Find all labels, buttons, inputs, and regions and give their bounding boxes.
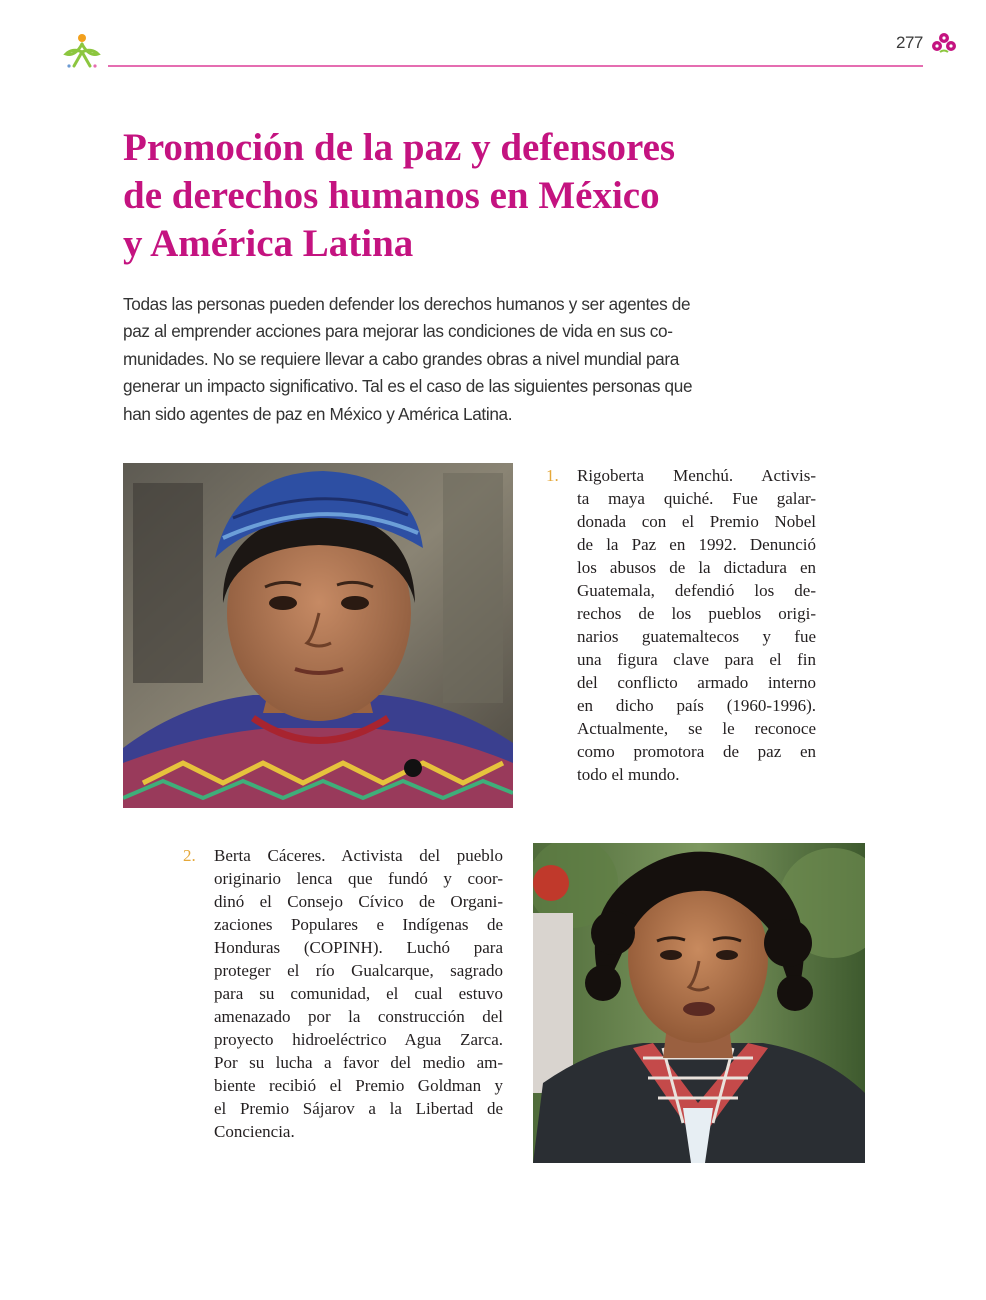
bio-line: ta maya quiché. Fue galar- — [577, 489, 816, 508]
bio-line: todo el mundo. — [577, 765, 680, 784]
bio-line: Berta Cáceres. Activista del pueblo — [214, 846, 503, 865]
person-entry-1 — [546, 464, 816, 786]
bio-line: una figura clave para el fin — [577, 650, 816, 669]
bio-line: de la Paz en 1992. Denunció — [577, 535, 816, 554]
bio-line: donada con el Premio Nobel — [577, 512, 816, 531]
bio-line: narios guatemaltecos y fue — [577, 627, 816, 646]
title-line: y América Latina — [123, 222, 414, 265]
bio-line: zaciones Populares e Indígenas de — [214, 915, 503, 934]
intro-line: munidades. No se requiere llevar a cabo grandes obras a nivel mundial para — [123, 348, 679, 369]
person-entry-2 — [183, 844, 503, 1143]
bio-line: Rigoberta Menchú. Activis- — [577, 466, 816, 485]
list-number: 1. — [546, 466, 559, 485]
bio-line: proyecto hidroeléctrico Agua Zarca. — [214, 1030, 503, 1049]
bio-line: proteger el río Gualcarque, sagrado — [214, 961, 503, 980]
intro-paragraph — [123, 291, 743, 428]
bio-line: Honduras (COPINH). Luchó para — [214, 938, 503, 957]
bio-line: originario lenca que fundó y coor- — [214, 869, 503, 888]
intro-line: generar un impacto significativo. Tal es el caso de las siguientes personas que — [123, 376, 693, 397]
page-number: 277 — [896, 33, 923, 52]
bio-line: rechos de los pueblos origi- — [577, 604, 816, 623]
bio-line: los abusos de la dictadura en — [577, 558, 816, 577]
title-line: de derechos humanos en México — [123, 174, 660, 217]
bio-line: como promotora de paz en — [577, 742, 816, 761]
bio-line: Guatemala, defendió los de- — [577, 581, 816, 600]
bio-line: del conflicto armado interno — [577, 673, 816, 692]
header-rule — [108, 65, 923, 67]
title-line: Promoción de la paz y defensores — [123, 126, 676, 169]
sprout-figure-icon — [60, 30, 104, 74]
bio-line: amenazado por la construcción del — [214, 1007, 503, 1026]
portrait-photo-rigoberta-menchu — [123, 463, 513, 808]
list-number: 2. — [183, 846, 196, 865]
bio-line: dinó el Consejo Cívico de Organi- — [214, 892, 503, 911]
bio-line: biente recibió el Premio Goldman y — [214, 1076, 503, 1095]
bio-line: en dicho país (1960-1996). — [577, 696, 816, 715]
portrait-photo-berta-caceres — [533, 843, 865, 1163]
bio-line: Por su lucha a favor del medio am- — [214, 1053, 503, 1072]
flower-cluster-icon — [930, 31, 958, 55]
intro-line: han sido agentes de paz en México y América Latina. — [123, 403, 513, 424]
bio-line: para su comunidad, el cual estuvo — [214, 984, 503, 1003]
bio-line: el Premio Sájarov a la Libertad de — [214, 1099, 503, 1118]
intro-line: paz al emprender acciones para mejorar las condiciones de vida en sus co- — [123, 321, 673, 342]
bio-line: Conciencia. — [214, 1122, 295, 1141]
page-title — [123, 124, 763, 268]
bio-line: Actualmente, se le reconoce — [577, 719, 816, 738]
intro-line: Todas las personas pueden defender los derechos humanos y ser agentes de — [123, 294, 691, 314]
